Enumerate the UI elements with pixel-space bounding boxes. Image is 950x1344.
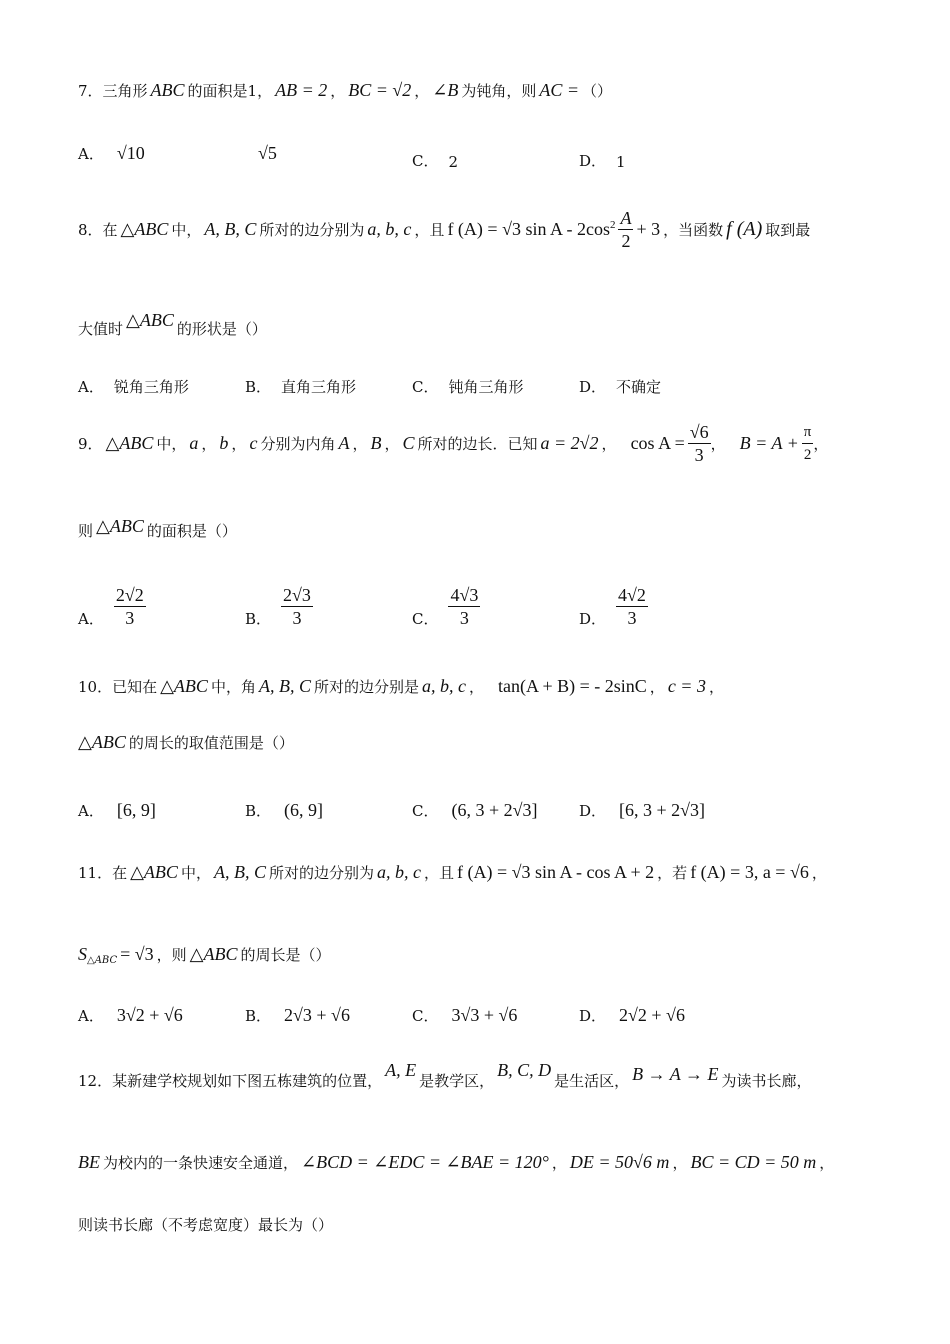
- math: BC = √2: [348, 80, 412, 100]
- text: 分别为内角: [260, 434, 336, 453]
- fraction: [616, 584, 648, 629]
- text: ，则: [156, 946, 187, 964]
- text: 7．三角形: [78, 82, 148, 100]
- text: 的周长是（）: [240, 946, 331, 964]
- option-value: 1: [616, 153, 626, 171]
- option-label: C．: [412, 152, 439, 170]
- numerator: √6: [689, 421, 709, 442]
- math: A: [338, 432, 350, 453]
- math: AC =: [539, 80, 580, 100]
- option-value: 2: [448, 153, 459, 171]
- math: C: [402, 432, 415, 453]
- math: f (A) = 3, a = √6: [690, 862, 809, 882]
- math: ABC: [150, 80, 185, 100]
- math: a: [189, 432, 199, 453]
- text: ，: [649, 678, 665, 696]
- option-value: 3√2 + √6: [116, 1005, 183, 1025]
- question-9-stem-2: [78, 516, 880, 541]
- q10-option-b: [245, 800, 326, 821]
- question-11-stem: [78, 862, 880, 883]
- numerator: 2√2: [115, 585, 144, 605]
- numerator: 4√2: [618, 585, 646, 605]
- option-value: [6, 3 + 2√3]: [619, 800, 706, 820]
- math: △ABC: [105, 432, 154, 453]
- math: [447, 219, 615, 240]
- text: （）: [582, 82, 613, 100]
- math: BE: [78, 1152, 100, 1172]
- math: a = 2√2: [540, 432, 599, 453]
- option-label: D．: [579, 1007, 607, 1025]
- option-value: 直角三角形: [281, 378, 357, 396]
- question-8-stem-2: [78, 310, 880, 339]
- math: a, b, c: [376, 862, 421, 882]
- option-label: C．: [412, 1007, 439, 1025]
- text: 所对的边分别为: [259, 220, 365, 239]
- text: ，且: [423, 864, 454, 882]
- denominator: 3: [292, 608, 302, 628]
- option-label: A．: [78, 610, 104, 628]
- text: 是生活区，: [554, 1072, 630, 1090]
- math: A, B, C: [258, 676, 311, 696]
- q9-option-c: [412, 584, 480, 629]
- q9-option-a: [78, 584, 146, 629]
- text: 为钝角，则: [461, 82, 537, 100]
- text: ，: [330, 82, 346, 100]
- option-label: C．: [412, 610, 439, 628]
- text: 是教学区，: [419, 1072, 495, 1090]
- text: 中，: [180, 864, 211, 882]
- text: 的面积是（）: [146, 522, 237, 540]
- text: 为校内的一条快速安全通道，: [103, 1154, 299, 1172]
- text: 10．已知在: [78, 678, 158, 696]
- text: 中，: [156, 434, 187, 453]
- math: B = A +: [739, 432, 799, 453]
- math: △ABC: [189, 944, 238, 964]
- math: cos A =: [630, 432, 685, 453]
- q8-option-a: [78, 376, 189, 397]
- numerator: 2√3: [283, 585, 311, 605]
- text: 取到最: [765, 220, 811, 239]
- fraction: [618, 207, 633, 252]
- option-label: D．: [579, 802, 607, 820]
- math: △ABC: [78, 732, 126, 752]
- text: ，: [414, 82, 430, 100]
- option-label: C．: [412, 378, 439, 396]
- text: ，当函数: [663, 220, 724, 239]
- math: = √3: [120, 944, 154, 964]
- math: B: [370, 432, 382, 453]
- option-label: A．: [78, 145, 104, 163]
- math: a, b, c: [367, 218, 412, 239]
- math: a, b, c: [421, 676, 466, 696]
- question-9-stem: [78, 418, 880, 468]
- text: ，: [813, 434, 829, 453]
- fraction: [281, 584, 313, 629]
- option-value: 钝角三角形: [448, 378, 524, 396]
- option-value: √5: [258, 143, 277, 163]
- question-12-stem-2: [78, 1152, 880, 1173]
- q10-option-a: [78, 800, 159, 821]
- fraction: [688, 421, 711, 466]
- text: ，: [384, 434, 400, 453]
- text: 的形状是（）: [176, 320, 267, 338]
- text: 的面积是1，: [187, 82, 273, 100]
- math: + 3: [636, 218, 661, 239]
- math: A, E: [385, 1060, 417, 1080]
- subscript: △ABC: [87, 955, 118, 966]
- text: ，: [708, 678, 724, 696]
- fraction: [802, 421, 814, 466]
- math: △ABC: [130, 862, 178, 882]
- q7-option-a: [78, 143, 148, 164]
- math: c = 3: [667, 676, 706, 696]
- q7-option-b: [245, 143, 280, 164]
- option-label: A．: [78, 802, 104, 820]
- math: B, C, D: [497, 1060, 552, 1080]
- text: ，若: [657, 864, 688, 882]
- text: 所对的边分别为: [268, 864, 374, 882]
- option-value: √10: [116, 143, 145, 163]
- q11-option-d: [579, 1005, 688, 1026]
- question-10-stem: [78, 676, 880, 697]
- math: ∠B: [432, 80, 459, 100]
- text: 8．在: [78, 220, 118, 239]
- text: 则读书长廊（不考虑宽度）最长为（）: [78, 1216, 334, 1234]
- math: f (A) = √3 sin A - cos A + 2: [456, 862, 655, 882]
- option-value: 2√3 + √6: [284, 1005, 350, 1025]
- option-label: D．: [579, 610, 607, 628]
- math: DE = 50√6 m: [569, 1152, 670, 1172]
- text: ，: [710, 434, 726, 453]
- math: b: [219, 432, 229, 453]
- q11-option-c: [412, 1005, 520, 1026]
- question-10-stem-2: [78, 732, 880, 753]
- math: △ABC: [160, 676, 208, 696]
- q10-option-c: [412, 800, 541, 821]
- math: A, B, C: [204, 218, 257, 239]
- q11-option-b: [245, 1005, 353, 1026]
- option-label: A．: [78, 1007, 104, 1025]
- question-12-stem-3: [78, 1214, 880, 1235]
- denominator: 2: [803, 446, 812, 463]
- option-label: A．: [78, 378, 104, 396]
- text: 9．: [78, 434, 103, 453]
- option-label: D．: [579, 378, 607, 396]
- math: △ABC: [120, 218, 169, 239]
- text: ，且: [414, 220, 445, 239]
- text: ，: [468, 678, 484, 696]
- question-7-stem: [78, 80, 880, 101]
- math: AB = 2: [275, 80, 328, 100]
- option-label: B．: [245, 802, 272, 820]
- fraction: [448, 584, 480, 629]
- option-label: C．: [412, 802, 439, 820]
- q9-option-b: [245, 584, 313, 629]
- math-expr: f (A) = √3 sin A - 2cos: [447, 218, 610, 239]
- option-value: 不确定: [616, 378, 662, 396]
- text: ，: [672, 1154, 688, 1172]
- numerator: π: [802, 421, 814, 444]
- math: S: [78, 944, 87, 964]
- option-value: 3√3 + √6: [451, 1005, 518, 1025]
- q8-option-c: [412, 376, 524, 397]
- denominator: 3: [627, 608, 637, 628]
- denominator: 2: [621, 230, 631, 251]
- denominator: 3: [125, 608, 135, 628]
- exponent: 2: [609, 218, 616, 231]
- denominator: 3: [459, 608, 469, 628]
- text: 则: [78, 522, 94, 540]
- text: 12．某新建学校规划如下图五栋建筑的位置，: [78, 1072, 383, 1090]
- math: △ABC: [96, 516, 144, 536]
- option-label: D．: [579, 152, 607, 170]
- text: 11．在: [78, 864, 128, 882]
- option-value: (6, 3 + 2√3]: [451, 800, 538, 820]
- text: ，: [811, 864, 827, 882]
- q10-option-d: [579, 800, 708, 821]
- math: ∠BCD = ∠EDC = ∠BAE = 120°: [301, 1152, 549, 1172]
- q7-option-c: [412, 150, 458, 171]
- text: 所对的边长．已知: [417, 434, 538, 453]
- question-8-stem: [78, 205, 880, 253]
- text: ，: [551, 1154, 567, 1172]
- question-11-stem-2: [78, 944, 880, 965]
- math: f (A): [726, 217, 763, 240]
- numerator: 4√3: [450, 585, 479, 605]
- text: ，: [819, 1154, 835, 1172]
- text: 大值时: [78, 320, 124, 338]
- option-value: 2√2 + √6: [619, 1005, 685, 1025]
- text: 中，角: [210, 678, 256, 696]
- q8-option-b: [245, 376, 356, 397]
- option-label: B．: [245, 1007, 272, 1025]
- text: ，: [231, 434, 247, 453]
- math: tan(A + B) = - 2sinC: [497, 676, 647, 696]
- math: BC = CD = 50 m: [690, 1152, 817, 1172]
- text: 为读书长廊，: [721, 1072, 812, 1090]
- option-label: B．: [245, 610, 272, 628]
- option-value: [6, 9]: [116, 800, 156, 820]
- numerator: A: [620, 207, 632, 228]
- text: ，: [201, 434, 217, 453]
- option-label: B．: [245, 378, 272, 396]
- text: 中，: [171, 220, 202, 239]
- text: ，: [601, 434, 617, 453]
- denominator: 3: [694, 444, 704, 465]
- math: c: [249, 432, 258, 453]
- math: A, B, C: [213, 862, 266, 882]
- q11-option-a: [78, 1005, 186, 1026]
- math: △ABC: [126, 310, 174, 330]
- q9-option-d: [579, 584, 648, 629]
- text: ，: [352, 434, 368, 453]
- fraction: [114, 584, 146, 629]
- text: 的周长的取值范围是（）: [128, 734, 294, 752]
- question-12-stem: [78, 1060, 880, 1091]
- text: 所对的边分别是: [313, 678, 419, 696]
- option-value: (6, 9]: [284, 800, 324, 820]
- q8-option-d: [579, 376, 661, 397]
- option-value: 锐角三角形: [113, 378, 189, 396]
- q7-option-d: [579, 150, 626, 171]
- math: B → A → E: [632, 1064, 719, 1084]
